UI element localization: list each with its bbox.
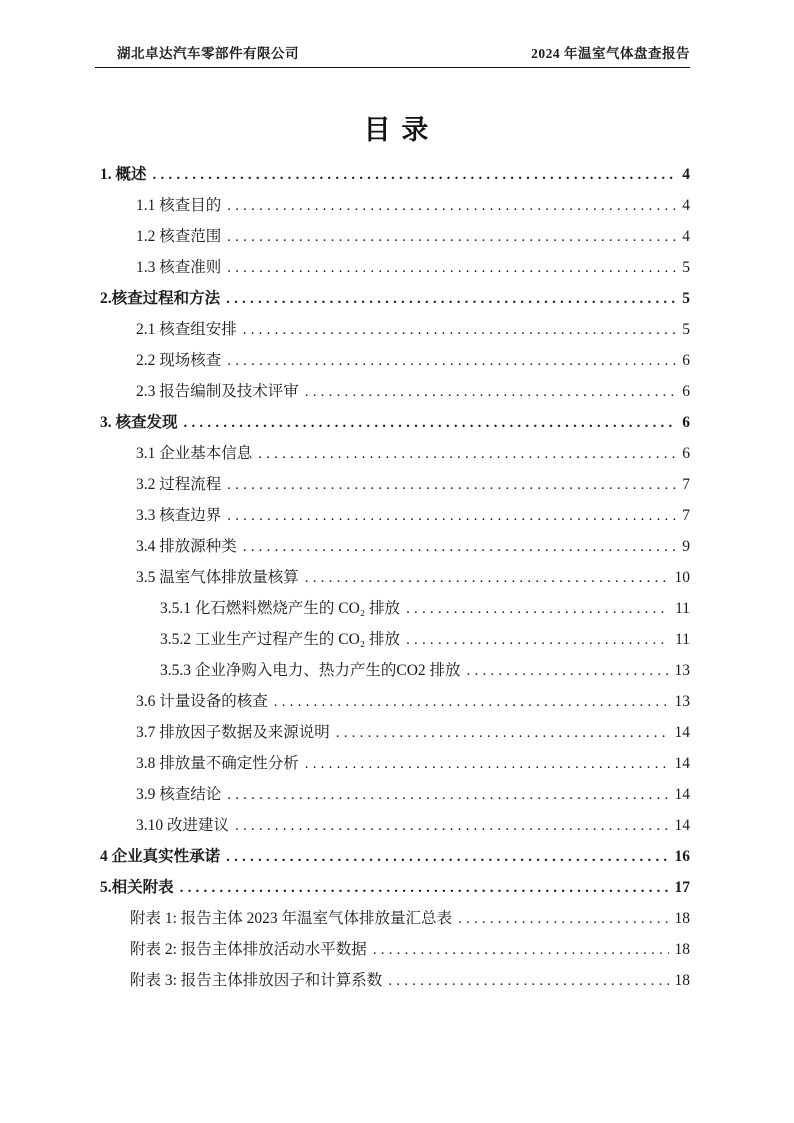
toc-entry[interactable] <box>100 872 690 903</box>
toc-entry-page: 6 <box>682 445 690 462</box>
dot-leader <box>227 252 676 284</box>
toc-entry-label: 5.相关附表 <box>100 879 174 896</box>
toc-entry-page: 16 <box>674 848 690 865</box>
toc-entry-label: 3.8 排放量不确定性分析 <box>136 755 299 772</box>
toc-entry[interactable] <box>100 841 690 872</box>
dot-leader <box>227 779 668 811</box>
dot-leader <box>227 221 676 253</box>
toc-entry-label: 3.2 过程流程 <box>136 476 222 493</box>
dot-leader <box>258 438 676 470</box>
toc-entry[interactable] <box>100 407 690 438</box>
toc-entry-page: 11 <box>675 631 690 648</box>
dot-leader <box>243 314 676 346</box>
toc-entry-page: 5 <box>682 290 690 307</box>
dot-leader <box>227 500 676 532</box>
toc-entry-page: 5 <box>682 321 690 338</box>
toc-entry-page: 7 <box>682 507 690 524</box>
toc-entry[interactable] <box>100 345 690 376</box>
toc-entry-label: 3.5 温室气体排放量核算 <box>136 569 299 586</box>
toc-entry[interactable] <box>100 965 690 996</box>
toc-entry[interactable] <box>100 159 690 190</box>
toc-entry-page: 14 <box>674 755 690 772</box>
toc-entry-label: 3.4 排放源种类 <box>136 538 237 555</box>
toc-entry-page: 6 <box>682 414 690 431</box>
dot-leader <box>305 562 669 594</box>
toc-entry[interactable] <box>100 903 690 934</box>
dot-leader <box>388 965 668 997</box>
toc-entry-page: 13 <box>674 693 690 710</box>
dot-leader <box>467 655 669 687</box>
toc-entry-page: 14 <box>674 817 690 834</box>
toc-entry[interactable] <box>100 500 690 531</box>
toc-entry-label: 1.1 核查目的 <box>136 197 222 214</box>
toc-entry-label: 1. 概述 <box>100 166 147 183</box>
dot-leader <box>184 407 677 439</box>
toc-entry-label: 2.2 现场核查 <box>136 352 222 369</box>
toc-entry-label: 附表 3: 报告主体排放因子和计算系数 <box>130 972 383 989</box>
toc-entry[interactable] <box>100 438 690 469</box>
toc-entry-page: 9 <box>682 538 690 555</box>
toc-entry[interactable] <box>100 593 690 624</box>
dot-leader <box>180 872 669 904</box>
toc-entry-page: 5 <box>682 259 690 276</box>
toc-title: 目 录 <box>363 115 431 145</box>
dot-leader <box>153 159 677 191</box>
toc-entry-page: 6 <box>682 352 690 369</box>
toc-entry-page: 11 <box>675 600 690 617</box>
dot-leader <box>235 810 668 842</box>
toc-entry[interactable] <box>100 252 690 283</box>
toc-entry[interactable] <box>100 810 690 841</box>
toc-entry[interactable] <box>100 314 690 345</box>
toc-entry-label: 3.5.3 企业净购入电力、热力产生的CO2 排放 <box>160 662 461 679</box>
toc-entry-label: 3.6 计量设备的核查 <box>136 693 268 710</box>
toc-entry[interactable] <box>100 686 690 717</box>
dot-leader <box>336 717 669 749</box>
toc-entry-label: 3.5.1 化石燃料燃烧产生的 CO₂ 排放 <box>160 600 401 617</box>
toc-entry-label: 2.1 核查组安排 <box>136 321 237 338</box>
toc <box>100 159 690 996</box>
toc-entry-label: 2.核查过程和方法 <box>100 290 221 307</box>
toc-entry-label: 2.3 报告编制及技术评审 <box>136 383 299 400</box>
toc-entry-page: 14 <box>674 786 690 803</box>
dot-leader <box>227 190 676 222</box>
toc-entry-page: 14 <box>674 724 690 741</box>
toc-entry-label: 附表 1: 报告主体 2023 年温室气体排放量汇总表 <box>130 910 453 927</box>
toc-entry[interactable] <box>100 717 690 748</box>
dot-leader <box>373 934 669 966</box>
toc-entry-page: 6 <box>682 383 690 400</box>
toc-entry[interactable] <box>100 562 690 593</box>
header-company-name: 湖北卓达汽车零部件有限公司 <box>117 46 299 61</box>
dot-leader <box>458 903 668 935</box>
toc-entry-label: 3.3 核查边界 <box>136 507 222 524</box>
toc-entry-page: 18 <box>674 941 690 958</box>
toc-entry[interactable] <box>100 221 690 252</box>
toc-entry-page: 10 <box>674 569 690 586</box>
dot-leader <box>226 283 676 315</box>
dot-leader <box>305 376 676 408</box>
toc-entry-page: 4 <box>682 166 690 183</box>
toc-entry[interactable] <box>100 624 690 655</box>
dot-leader <box>226 841 668 873</box>
toc-entry[interactable] <box>100 531 690 562</box>
toc-entry[interactable] <box>100 469 690 500</box>
page-header <box>95 42 690 68</box>
toc-entry-page: 18 <box>674 972 690 989</box>
toc-entry[interactable] <box>100 748 690 779</box>
toc-entry[interactable] <box>100 655 690 686</box>
dot-leader <box>406 624 669 656</box>
toc-entry-label: 3.9 核查结论 <box>136 786 222 803</box>
toc-entry-label: 3.1 企业基本信息 <box>136 445 253 462</box>
toc-entry-page: 4 <box>682 197 690 214</box>
toc-entry[interactable] <box>100 376 690 407</box>
toc-entry-label: 1.3 核查准则 <box>136 259 222 276</box>
toc-entry-label: 附表 2: 报告主体排放活动水平数据 <box>130 941 367 958</box>
toc-entry[interactable] <box>100 190 690 221</box>
toc-entry-label: 1.2 核查范围 <box>136 228 222 245</box>
dot-leader <box>243 531 676 563</box>
toc-entry-label: 3.7 排放因子数据及来源说明 <box>136 724 330 741</box>
toc-entry[interactable] <box>100 779 690 810</box>
toc-entry-page: 17 <box>674 879 690 896</box>
header-report-title: 2024 年温室气体盘查报告 <box>531 46 690 61</box>
dot-leader <box>274 686 669 718</box>
dot-leader <box>305 748 669 780</box>
toc-entry-page: 18 <box>674 910 690 927</box>
toc-entry-label: 3.5.2 工业生产过程产生的 CO₂ 排放 <box>160 631 401 648</box>
dot-leader <box>227 345 676 377</box>
toc-entry-label: 4 企业真实性承诺 <box>100 848 221 865</box>
toc-entry[interactable] <box>100 934 690 965</box>
toc-entry-label: 3. 核查发现 <box>100 414 178 431</box>
toc-entry-label: 3.10 改进建议 <box>136 817 230 834</box>
dot-leader <box>227 469 676 501</box>
toc-entry-page: 7 <box>682 476 690 493</box>
dot-leader <box>406 593 669 625</box>
toc-entry-page: 13 <box>674 662 690 679</box>
toc-entry[interactable] <box>100 283 690 314</box>
toc-entry-page: 4 <box>682 228 690 245</box>
